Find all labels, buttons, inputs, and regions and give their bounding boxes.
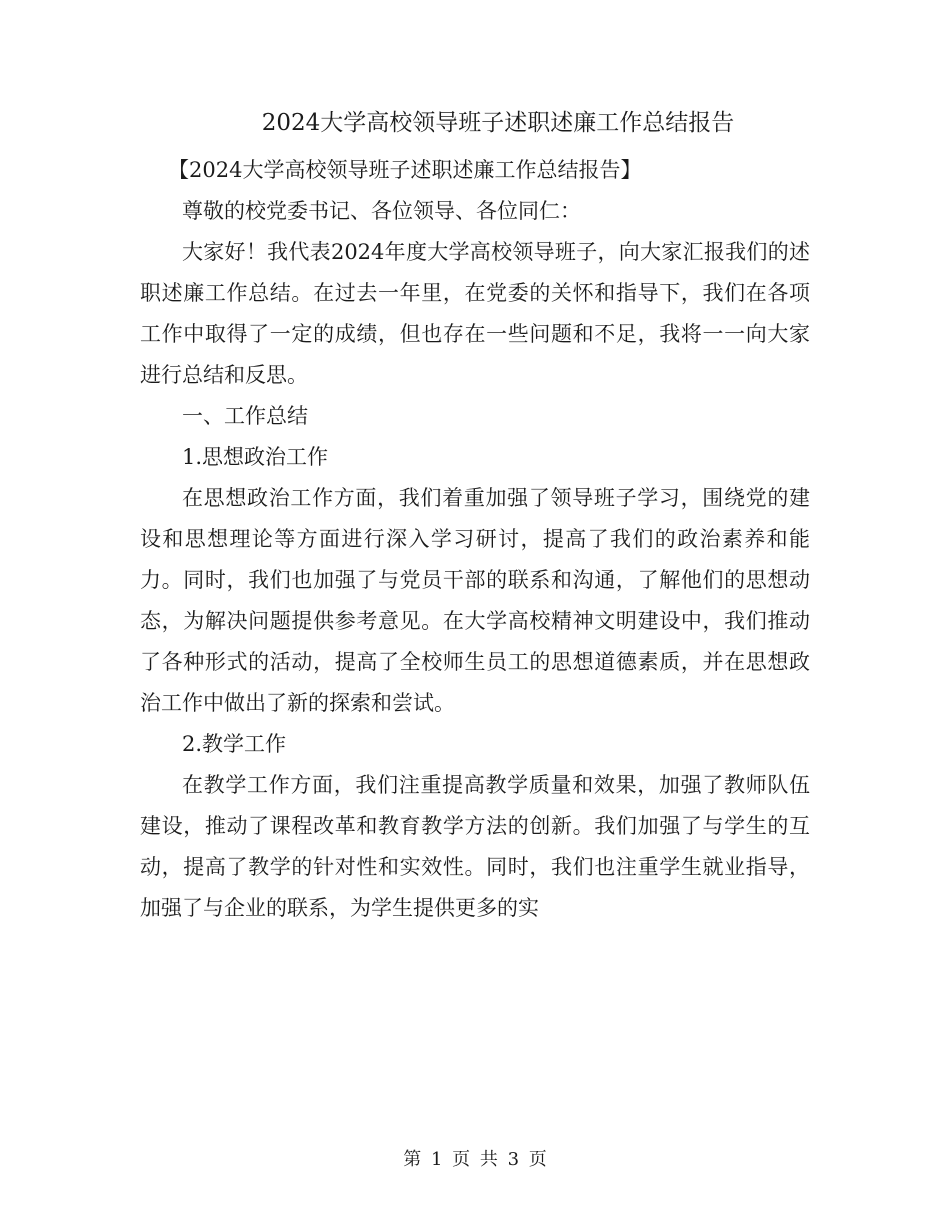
paragraph-teaching: 在教学工作方面，我们注重提高教学质量和效果，加强了教师队伍建设，推动了课程改革和教育教学方法的创新。我们加强了与学生的互动，提高了教学的针对性和实效性。同时，我们也注重学生就业指导，加强了与企业的联系，为学生提供更多的实 [140, 773, 810, 920]
section-heading: 一、工作总结 [182, 404, 308, 428]
page-footer: 第 1 页 共 3 页 [403, 1149, 547, 1170]
paragraph-intro: 大家好！我代表2024年度大学高校领导班子，向大家汇报我们的述职述廉工作总结。在过去一年里，在党委的关怀和指导下，我们在各项工作中取得了一定的成绩，但也存在一些问题和不足，我将一一向大家进行总结和反思。 [140, 240, 810, 387]
salutation: 尊敬的校党委书记、各位领导、各位同仁： [182, 199, 581, 223]
subsection-heading: 1.思想政治工作 [182, 445, 329, 469]
document-subtitle: 【2024大学高校领导班子述职述廉工作总结报告】 [168, 158, 642, 182]
subsection-heading: 2.教学工作 [182, 732, 287, 756]
document-body [140, 150, 810, 929]
paragraph-ideology: 在思想政治工作方面，我们着重加强了领导班子学习，围绕党的建设和思想理论等方面进行深入学习研讨，提高了我们的政治素养和能力。同时，我们也加强了与党员干部的联系和沟通，了解他们的思想动态，为解决问题提供参考意见。在大学高校精神文明建设中，我们推动了各种形式的活动，提高了全校师生员工的思想道德素质，并在思想政治工作中做出了新的探索和尝试。 [140, 486, 810, 715]
document-title: 2024大学高校领导班子述职述廉工作总结报告 [261, 110, 735, 136]
